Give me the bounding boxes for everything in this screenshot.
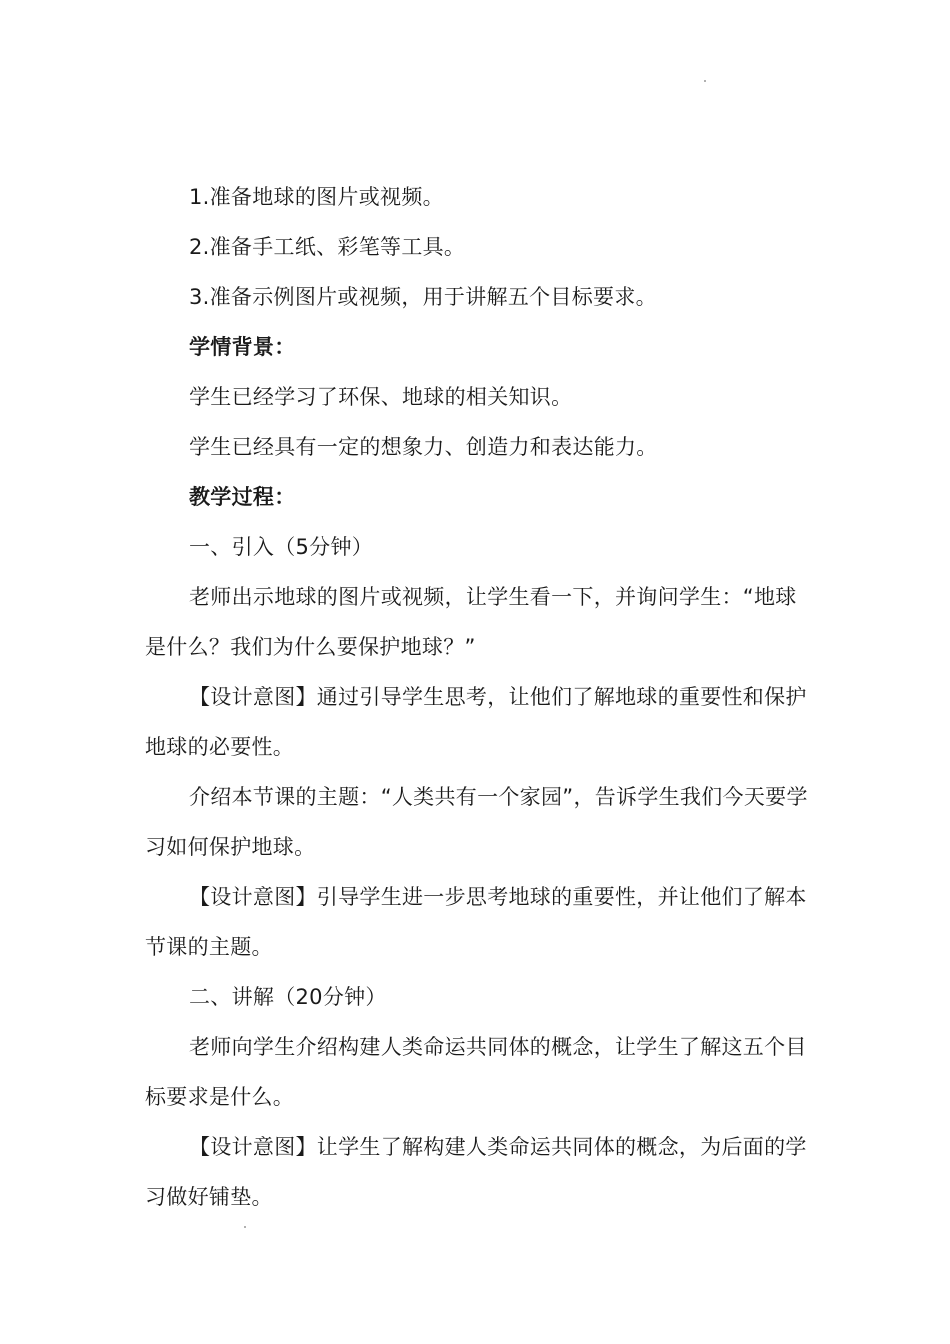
section-introduction: 一、引入（5分钟） bbox=[189, 535, 374, 559]
paragraph-prep-2: 2.准备手工纸、彩笔等工具。 bbox=[189, 235, 466, 259]
paragraph-topic-intro: 介绍本节课的主题：“人类共有一个家园”，告诉学生我们今天要学习如何保护地球。 bbox=[145, 785, 808, 859]
paragraph-background-1: 学生已经学习了环保、地球的相关知识。 bbox=[189, 385, 573, 409]
heading-teaching-process: 教学过程： bbox=[189, 485, 296, 509]
paragraph-intro-activity: 老师出示地球的图片或视频，让学生看一下，并询问学生：“地球是什么？我们为什么要保护地球？” bbox=[145, 585, 797, 659]
paragraph-prep-3: 3.准备示例图片或视频，用于讲解五个目标要求。 bbox=[189, 285, 657, 309]
scan-mark-bottom bbox=[244, 1226, 246, 1228]
paragraph-prep-1: 1.准备地球的图片或视频。 bbox=[189, 185, 444, 209]
paragraph-concept-intro: 老师向学生介绍构建人类命运共同体的概念，让学生了解这五个目标要求是什么。 bbox=[145, 1035, 807, 1109]
document-body bbox=[145, 172, 810, 1222]
paragraph-design-intent-1: 【设计意图】通过引导学生思考，让他们了解地球的重要性和保护地球的必要性。 bbox=[145, 685, 807, 759]
paragraph-design-intent-2: 【设计意图】引导学生进一步思考地球的重要性，并让他们了解本节课的主题。 bbox=[145, 885, 807, 959]
scan-mark-top bbox=[704, 80, 706, 82]
paragraph-background-2: 学生已经具有一定的想象力、创造力和表达能力。 bbox=[189, 435, 658, 459]
paragraph-design-intent-3: 【设计意图】让学生了解构建人类命运共同体的概念，为后面的学习做好铺垫。 bbox=[145, 1135, 807, 1209]
section-explanation: 二、讲解（20分钟） bbox=[189, 985, 387, 1009]
heading-student-background: 学情背景： bbox=[189, 335, 296, 359]
